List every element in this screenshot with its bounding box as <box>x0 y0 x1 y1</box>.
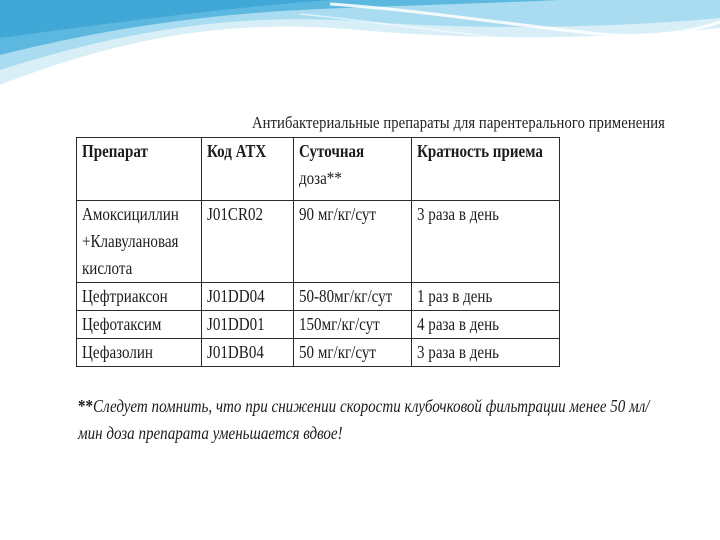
cell-dose: 50-80мг/кг/сут <box>294 283 412 311</box>
antibiotics-table <box>76 137 560 367</box>
header-frequency: Кратность приема <box>412 138 560 201</box>
cell-dose: 50 мг/кг/сут <box>294 339 412 367</box>
header-daily-dose-line2: доза** <box>299 168 342 188</box>
header-daily-dose-line1: Суточная <box>299 141 365 161</box>
footnote-marker: ** <box>78 396 94 416</box>
drug-name-line: кислота <box>82 258 133 278</box>
cell-drug: Цефазолин <box>77 339 202 367</box>
cell-dose: 150мг/кг/сут <box>294 311 412 339</box>
table-header-row <box>77 138 560 201</box>
table-row <box>77 339 560 367</box>
cell-frequency: 1 раз в день <box>412 283 560 311</box>
cell-dose: 90 мг/кг/сут <box>294 201 412 283</box>
header-atc-code: Код ATX <box>202 138 294 201</box>
header-daily-dose <box>294 138 412 201</box>
cell-atc: J01DD04 <box>202 283 294 311</box>
cell-drug: Цефотаксим <box>77 311 202 339</box>
decorative-wave-header <box>0 0 720 110</box>
table-row <box>77 201 560 283</box>
cell-drug <box>77 201 202 283</box>
footnote <box>78 393 663 447</box>
cell-atc: J01DD01 <box>202 311 294 339</box>
drug-name-line: +Клавулановая <box>82 231 179 251</box>
table-row <box>77 311 560 339</box>
cell-frequency: 4 раза в день <box>412 311 560 339</box>
table-caption: Антибактериальные препараты для парентерального применения <box>252 113 665 132</box>
cell-drug: Цефтриаксон <box>77 283 202 311</box>
scanned-document <box>66 105 665 475</box>
header-drug: Препарат <box>77 138 202 201</box>
table-row <box>77 283 560 311</box>
footnote-text: Следует помнить, что при снижении скорости клубочковой фильтрации менее 50 мл/мин доза препарата уменьшается вдвое! <box>78 396 650 443</box>
cell-frequency: 3 раза в день <box>412 339 560 367</box>
cell-atc: J01DB04 <box>202 339 294 367</box>
drug-name-line: Амоксициллин <box>82 204 179 224</box>
cell-frequency: 3 раза в день <box>412 201 560 283</box>
cell-atc: J01CR02 <box>202 201 294 283</box>
